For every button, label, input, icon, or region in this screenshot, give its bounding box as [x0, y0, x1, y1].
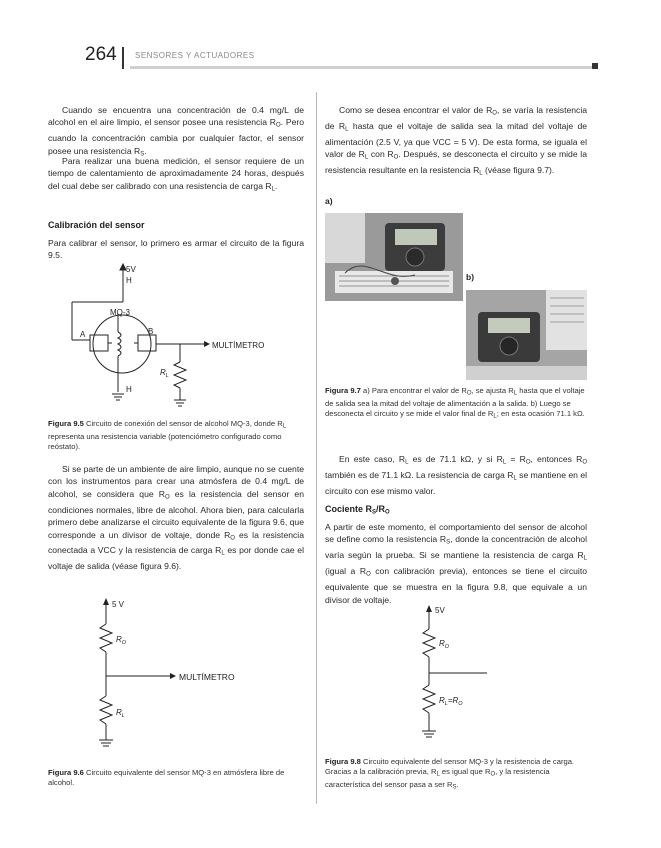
fig98-rl-label: $R_L=R_O$: [439, 696, 463, 707]
column-divider: [316, 92, 317, 804]
heading-calibracion: Calibración del sensor: [48, 220, 145, 230]
figure-9-6-circuit: [90, 596, 280, 756]
header-rule-marker: [592, 63, 598, 69]
paragraph-aire-limpio: Si se parte de un ambiente de aire limpio, aunque no se cuente con los instrumentos para crear una atmósfera de 0.4 mg/L de alcohol, se considera que $R_O$ es la resistencia del sensor en condiciones normales, libre de alcohol. Ahora bien, para calcularla primero debe analizarse el circuito equivalente de la figura 9.6, que corresponde a un divisor de voltaje, donde $R_O$ es la resistencia conectada a VCC y la resistencia de carga $R_L$ es por donde cae el voltaje de salida (véase figura 9.6).: [48, 464, 304, 572]
paragraph-encontrar-ro: Como se desea encontrar el valor de $R_O$, se varía la resistencia de $R_L$ hasta que el voltaje de salida sea la mitad del voltaje de alimentación (2.5 V, ya que VCC = 5 V). De esta forma, se iguala el valor de $R_L$ con $R_O$. Después, se desconecta el circuito y se mide la resistencia resultante en la resistencia $R_L$ (véase figura 9.7).: [325, 105, 588, 177]
label-photo-b: b): [466, 272, 475, 282]
running-header: SENSORES Y ACTUADORES: [135, 51, 255, 60]
photo-measurement-b: [466, 290, 587, 380]
fig95-part-label: MQ-3: [110, 308, 130, 317]
figure-9-8-circuit: [415, 603, 525, 751]
caption-figure-9-8: Figura 9.8 Circuito equivalente del sensor MQ-3 y la resistencia de carga. Gracias a la calibración previa, $R_L$ es igual que $R_O$, y la resistencia característica del sensor pasa a ser $R_S$.: [325, 757, 575, 791]
fig95-resistor-label: $R_L$: [160, 368, 169, 379]
fig95-pin-b-label: B: [148, 327, 154, 336]
paragraph-a-partir: A partir de este momento, el comportamiento del sensor de alcohol se define como la resistencia $R_S$, donde la concentración de alcohol varía según la prueba. Si se mantiene la resistencia de carga $R_L$ (igual a $R_O$ con calibración previa), entonces se tiene el circuito equivalente que se muestra en la figura 9.8, que equivale a un divisor de voltaje.: [325, 522, 588, 605]
label-photo-a: a): [325, 196, 333, 206]
figure-9-5-circuit: [60, 262, 290, 412]
fig96-rl-label: $R_L$: [116, 708, 125, 719]
heading-cociente: Cociente $R_S/R_O$: [325, 504, 390, 516]
paragraph-calentamiento: Para realizar una buena medición, el sensor requiere de un tiempo de calentamiento de aproximadamente 24 horas, después del cual debe ser calibrado con una resistencia de carga $R_L$.: [48, 156, 304, 193]
header-rule: [130, 66, 598, 69]
fig95-pin-a-label: A: [80, 330, 86, 339]
fig95-heater-bottom-label: H: [126, 385, 132, 394]
photo-calibration-a: [325, 213, 463, 301]
fig95-meter-label: MULTÍMETRO: [212, 341, 265, 350]
fig95-vcc-label: 5V: [126, 265, 136, 274]
fig95-heater-top-label: H: [126, 276, 132, 285]
fig96-ro-label: $R_O$: [116, 635, 127, 646]
fig96-vcc-label: 5 V: [112, 600, 125, 609]
paragraph-concentration: Cuando se encuentra una concentración de 0.4 mg/L de alcohol en el aire limpio, el sensor posee una resistencia $R_O$. Pero cuando la concentración cambia por cualquier factor, el sensor posee una resistencia $R_S$.: [48, 105, 304, 158]
paragraph-este-caso: En este caso, $R_L$ es de 71.1 kΩ, y si $R_L = R_O$, entonces $R_O$ también es de 71.1 kΩ. La resistencia de carga $R_L$ se mantiene en el circuito con ese mismo valor.: [325, 454, 588, 496]
fig98-ro-label: $R_O$: [439, 639, 450, 650]
page-number: 264: [85, 44, 117, 65]
paragraph-calibrar: Para calibrar el sensor, lo primero es armar el circuito de la figura 9.5.: [48, 238, 304, 261]
fig96-meter-label: MULTÍMETRO: [179, 672, 235, 682]
fig98-vcc-label: 5V: [435, 606, 445, 615]
caption-figure-9-6: Figura 9.6 Circuito equivalente del sensor MQ-3 en atmósfera libre de alcohol.: [48, 768, 285, 788]
caption-figure-9-7: Figura 9.7 a) Para encontrar el valor de $R_O$, se ajusta $R_L$ hasta que el voltaje de salida sea la mitad del voltaje de alimentación a la salida. b) Luego se desconecta el circuito y se mide el valor final de $R_L$; en esta ocasión 71.1 kΩ.: [325, 386, 585, 420]
caption-figure-9-5: Figura 9.5 Circuito de conexión del sensor de alcohol MQ-3, donde $R_L$ representa una resistencia variable (potenciómetro configurado como reóstato).: [48, 419, 287, 452]
header-divider: [122, 47, 124, 69]
